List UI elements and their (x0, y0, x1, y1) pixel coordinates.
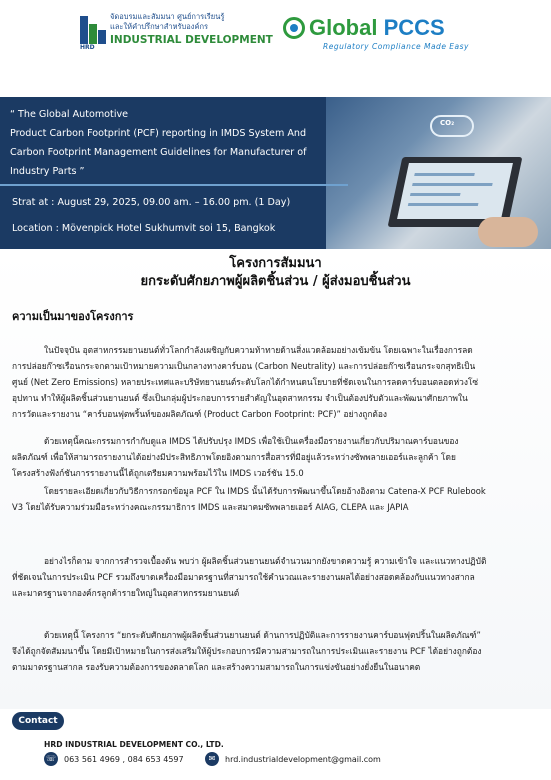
page-header (0, 0, 551, 65)
banner-divider (0, 184, 348, 186)
globe-icon (283, 17, 305, 39)
phone-icon: ☏ (44, 752, 58, 766)
contact-label: Contact (12, 712, 64, 730)
paragraph-4: อย่างไรก็ตาม จากการสำรวจเบื้องต้น พบว่า ผู้ผลิตชิ้นส่วนยานยนต์จำนวนมากยังขาดความรู้ ความเข้าใจ และแนวทางปฏิบัติ ที่ชัดเจนในการประเมิน PCF รวมถึงขาดเครื่องมือมาตรฐานที่สามารถใช้คำนวณและรายงานผลได้อย่างสอดคล้องกับแนวทางสากล และมาตรฐานจากองค์กรลูกค้ารายใหญ่ในอุตสาหกรรมยานยนต์ (12, 556, 487, 598)
program-subtitle: ยกระดับศักยภาพผู้ผลิตชิ้นส่วน / ผู้ส่งมอบชิ้นส่วน (140, 274, 411, 289)
global-pccs-tagline: Regulatory Compliance Made Easy (323, 42, 469, 51)
global-pccs-wordmark: Global PCCS (309, 15, 445, 40)
section-heading: ความเป็นมาของโครงการ (12, 310, 134, 323)
paragraph-5: ด้วยเหตุนี้ โครงการ “ยกระดับศักยภาพผู้ผลิตชิ้นส่วนยานยนต์ ด้านการปฏิบัติและการรายงานคาร์บอนฟุตปริ้นในผลิตภัณฑ์” จึงได้ถูกจัดสัมมนาขึ้น โดยมีเป้าหมายในการส่งเสริมให้ผู้ประกอบการมีความสามารถในการประเมินและรายงาน PCF ได้อย่างถูกต้อง ตามมาตรฐานสากล รองรับความต้องการของตลาดโลก และสร้างความสามารถในการแข่งขันอย่างยั่งยืนในอนาคต (12, 630, 482, 672)
event-date: Strat at : August 29, 2025, 09.00 am. – 16.00 pm. (1 Day) (12, 197, 291, 208)
event-location: Location : Mövenpick Hotel Sukhumvit soi 15, Bangkok (12, 223, 276, 234)
hand-illustration (478, 217, 538, 247)
paragraph-2: ด้วยเหตุนี้คณะกรรมการกำกับดูแล IMDS ได้ปรับปรุง IMDS เพื่อใช้เป็นเครื่องมือรายงานเกี่ยวกับปริมาณคาร์บอนของ ผลิตภัณฑ์ เพื่อให้สามารถรายงานได้อย่างมีประสิทธิภาพโดยอิงตามการสื่อสารที่มีอยู่แล้วระหว่างซัพพลายเออร์และลูกค้า โดย โครงสร้างฟังก์ชันการรายงานนี้ได้ถูกเตรียมความพร้อมไว้ใน IMDS เวอร์ชัน 15.0 (12, 436, 459, 478)
hrd-logo (80, 12, 273, 52)
global-pccs-logo (283, 15, 513, 55)
email-address: hrd.industrialdevelopment@gmail.com (225, 755, 381, 764)
paragraph-3: โดยรายละเอียดเกี่ยวกับวิธีการกรอกข้อมูล PCF ใน IMDS นั้นได้รับการพัฒนาขึ้นโดยอ้างอิงตาม Catena-X PCF Rulebook V3 โดยได้รับความร่วมมือระหว่างคณะกรรมาธิการ IMDS และสมาคมซัพพลายเออร์ AIAG, CLEPA และ JAPIA (12, 486, 486, 512)
laptop-screen (397, 163, 513, 219)
hrd-name: INDUSTRIAL DEVELOPMENT (110, 34, 273, 46)
paragraph-1: ในปัจจุบัน อุตสาหกรรมยานยนต์ทั่วโลกกำลังเผชิญกับความท้าทายด้านสิ่งแวดล้อมอย่างเข้มข้น โดยเฉพาะในเรื่องการลด การปล่อยก๊าซเรือนกระจกตามเป้าหมายความเป็นกลางทางคาร์บอน (Carbon Neutrality) และการปล่อยก๊าซเรือนกระจกสุทธิเป็น ศูนย์ (Net Zero Emissions) หลายประเทศและบริษัทยานยนต์ระดับโลกได้กำหนดนโยบายที่ชัดเจนในการลดคาร์บอนตลอดห่วงโซ่ อุปทาน ทำให้ผู้ผลิตชิ้นส่วนยานยนต์ ซึ่งเป็นกลุ่มผู้ประกอบการรายสำคัญในอุตสาหกรรม จำเป็นต้องปรับตัวและพัฒนาศักยภาพใน การวัดและรายงาน “คาร์บอนฟุตพริ้นท์ของผลิตภัณฑ์ (Product Carbon Footprint: PCF)” อย่างถูกต้อง (12, 345, 479, 419)
banner-title: “ The Global Automotive Product Carbon Footprint (PCF) reporting in IMDS System And Carbon Footprint Management Guidelines for Manufacturer of Industry Parts ” (10, 109, 307, 177)
hrd-thai-text: จัดอบรมและสัมมนา ศูนย์การเรียนรู้ และให้คำปรึกษาสำหรับองค์กร (110, 12, 225, 31)
program-title: โครงการสัมมนา (229, 256, 322, 271)
event-banner (0, 97, 551, 249)
company-name: HRD INDUSTRIAL DEVELOPMENT CO., LTD. (44, 740, 224, 749)
hrd-logo-mark (80, 16, 106, 46)
co2-label: CO₂ (440, 119, 455, 127)
phone-numbers: 063 561 4969 , 084 653 4597 (64, 755, 184, 764)
email-icon: ✉ (205, 752, 219, 766)
hrd-abbr: HRD (80, 44, 95, 51)
